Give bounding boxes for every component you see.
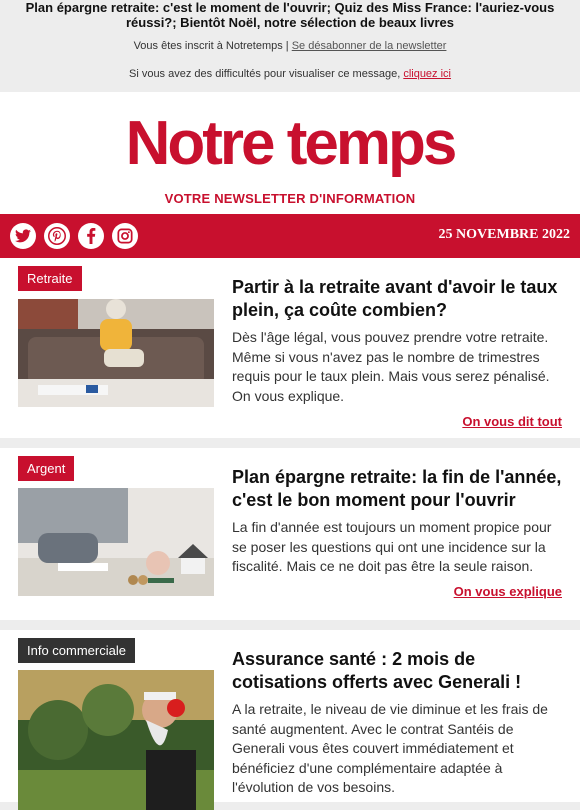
category-tag[interactable]: Argent [18,456,74,481]
subscription-text: Vous êtes inscrit à Notretemps | [133,40,292,52]
article-image[interactable] [18,299,214,407]
pinterest-icon[interactable] [44,223,70,249]
brand-logo[interactable]: Notre temps [125,109,455,178]
subscription-line [0,40,580,52]
masthead [0,92,580,214]
article-image[interactable] [18,670,214,810]
article-summary: Dès l'âge légal, vous pouvez prendre votre retraite. Même si vous n'avez pas le nombre de trimestres requis pour le taux plein. Mais vous serez pénalisé. On vous explique. [232,329,550,404]
twitter-icon[interactable] [10,223,36,249]
view-online-text: Si vous avez des difficultés pour visualiser ce message, [128,68,404,80]
preheader-text: Plan épargne retraite: c'est le moment de l'ouvrir; Quiz des Miss France: l'auriez-vous réussi?; Bientôt Noël, notre sélection de beaux livres [25,0,555,30]
read-more-link[interactable]: On vous dit tout [462,414,562,429]
article-card [0,258,580,438]
date-bar [0,214,580,258]
view-online-line [0,68,580,80]
article-card [0,630,580,802]
category-tag[interactable]: Retraite [18,266,82,291]
facebook-icon[interactable] [78,223,104,249]
newsletter-date: 25 NOVEMBRE 2022 [438,227,570,242]
article-summary: A la retraite, le niveau de vie diminue et les frais de santé augmentent. Avec le contrat Santéis de Generali vous êtes couvert immédiatement et bénéficiez d'une complémentaire adaptée à l'évolution de vos besoins. [232,701,548,795]
article-title[interactable]: Plan épargne retraite: la fin de l'année, c'est le bon moment pour l'ouvrir [232,467,562,510]
article-image[interactable] [18,488,214,596]
unsubscribe-link[interactable]: Se désabonner de la newsletter [291,40,447,52]
article-summary: La fin d'année est toujours un moment propice pour se poser les questions qui ont une incidence sur la fiscalité. Mais ce ne doit pas être la seule raison. [232,519,552,574]
article-title[interactable]: Assurance santé : 2 mois de cotisations offerts avec Generali ! [232,649,522,692]
social-links [10,223,138,249]
instagram-icon[interactable] [112,223,138,249]
category-tag[interactable]: Info commerciale [18,638,135,663]
article-title[interactable]: Partir à la retraite avant d'avoir le taux plein, ça coûte combien? [232,277,558,320]
view-online-link[interactable]: cliquez ici [403,68,451,80]
read-more-link[interactable]: On vous explique [453,584,562,599]
brand-tagline: VOTRE NEWSLETTER D'INFORMATION [164,191,416,206]
article-card [0,448,580,620]
